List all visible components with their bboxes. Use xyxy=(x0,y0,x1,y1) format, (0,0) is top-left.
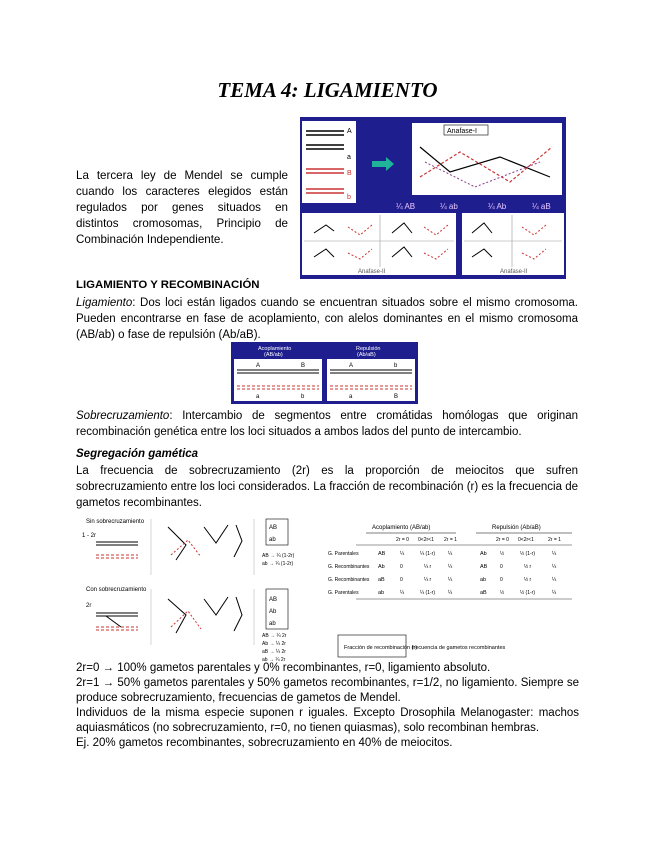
repulsion-panel xyxy=(327,359,415,401)
svg-text:aB → ¼ 2r: aB → ¼ 2r xyxy=(262,649,286,655)
svg-text:¼: ¼ xyxy=(448,590,453,596)
row-gr-3: aB xyxy=(480,590,487,596)
subcol-a-1: 0<2r<1 xyxy=(418,537,434,543)
summary-block xyxy=(76,661,579,751)
row-label-1: G. Recombinantes xyxy=(328,564,370,570)
acoplamiento-sub: (AB/ab) xyxy=(264,352,283,358)
sobrecruzamiento-text: : Intercambio de segmentos entre cromátidas homólogas que originan recombinación genética entre los loci situados a ambos lados del punto de intercambio. xyxy=(76,410,578,438)
table-head-acoplamiento: Acoplamiento (AB/ab) xyxy=(372,525,431,531)
svg-text:½ r: ½ r xyxy=(524,577,532,583)
cross-rate: 2r xyxy=(86,603,92,609)
sobrecruzamiento-paragraph xyxy=(76,408,578,440)
sobrecruzamiento-term: Sobrecruzamiento xyxy=(76,410,170,422)
svg-text:¼: ¼ xyxy=(400,590,405,596)
acoplamiento-panel xyxy=(234,359,322,401)
svg-text:ab: ab xyxy=(269,621,276,627)
no-cross-rate: 1 - 2r xyxy=(82,533,97,539)
svg-text:0: 0 xyxy=(500,564,503,570)
fraction-aB: ¼ aB xyxy=(532,202,551,211)
ligamiento-paragraph xyxy=(76,295,578,343)
label-a: a xyxy=(347,154,351,161)
svg-text:AB → ¼ (1-2r): AB → ¼ (1-2r) xyxy=(262,553,295,559)
subcol-a-0: 2r = 0 xyxy=(396,537,409,543)
svg-text:Ab: Ab xyxy=(269,609,277,615)
ligamiento-term: Ligamiento xyxy=(76,297,133,309)
svg-text:¼: ¼ xyxy=(448,577,453,583)
anafase-ii-right-label: Anafase-II xyxy=(500,269,528,275)
arrow-right-icon xyxy=(372,157,394,171)
svg-text:a: a xyxy=(256,394,260,400)
svg-text:Ab → ¼ 2r: Ab → ¼ 2r xyxy=(262,641,286,647)
svg-text:B: B xyxy=(301,363,306,369)
svg-text:¼: ¼ xyxy=(552,564,557,570)
meiosis-figure xyxy=(300,117,566,279)
meiosis-diagram xyxy=(300,117,566,279)
segregation-diagram xyxy=(76,515,578,665)
summary-line: 2r=0 → 100% gametos parentales y 0% recombinantes, r=0, ligamiento absoluto. xyxy=(76,662,491,674)
svg-text:AB: AB xyxy=(269,525,278,531)
svg-text:¼ (1-r): ¼ (1-r) xyxy=(420,590,435,596)
svg-text:AB: AB xyxy=(269,597,278,603)
intro-paragraph: La tercera ley de Mendel se cumple cuando los caracteres elegidos están regulados por genes situados en distintos cromosomas, Principio de Combinación Independiente. xyxy=(76,169,288,246)
row-gr-2: ab xyxy=(480,577,487,583)
row-gr-1: AB xyxy=(480,564,488,570)
repulsion-title: Repulsión xyxy=(356,346,381,352)
row-ga-0: AB xyxy=(378,551,386,557)
row-ga-1: Ab xyxy=(378,564,385,570)
svg-text:¼: ¼ xyxy=(400,551,405,557)
svg-text:¼ (1-r): ¼ (1-r) xyxy=(420,551,435,557)
row-label-0: G. Parentales xyxy=(328,551,359,557)
svg-text:b: b xyxy=(394,363,398,369)
segregation-figure xyxy=(76,515,578,665)
fraction-box-label: Fracción de recombinación (r) xyxy=(344,645,418,651)
svg-text:½ (1-r): ½ (1-r) xyxy=(520,590,535,596)
anafase-ii-left-label: Anafase-II xyxy=(358,269,386,275)
svg-text:½ r: ½ r xyxy=(524,564,532,570)
svg-text:½: ½ xyxy=(500,551,505,557)
summary-line: Individuos de la misma especie suponen r iguales. Excepto Drosophila Melanogaster: machos aquiasmáticos (no sobrecruzamiento, r=0, no tienen quiasmas), solo recombinan hembras. xyxy=(76,707,579,734)
fraction-ab: ¼ ab xyxy=(440,202,458,211)
summary-line: 2r=1 → 50% gametos parentales y 50% gametos recombinantes, r=1/2, no ligamiento. Siempre se produce sobrecruzamiento, frecuencias de gametos de Mendel. xyxy=(76,677,579,704)
svg-text:ab → ¼ (1-2r): ab → ¼ (1-2r) xyxy=(262,561,294,567)
svg-text:½ (1-r): ½ (1-r) xyxy=(520,551,535,557)
summary-line: Ej. 20% gametos recombinantes, sobrecruzamiento en 40% de meiocitos. xyxy=(76,737,453,749)
section-heading: LIGAMIENTO Y RECOMBINACIÓN xyxy=(76,279,260,291)
phase-figure xyxy=(231,342,418,404)
svg-text:0: 0 xyxy=(400,564,403,570)
svg-text:¼: ¼ xyxy=(552,577,557,583)
cross-label: Con sobrecruzamiento xyxy=(86,587,147,593)
svg-text:¼ r: ¼ r xyxy=(424,564,432,570)
subcol-r-0: 2r = 0 xyxy=(496,537,509,543)
svg-text:A: A xyxy=(349,363,354,369)
fraction-Ab: ¼ Ab xyxy=(488,202,507,211)
svg-text:¼: ¼ xyxy=(552,551,557,557)
label-A: A xyxy=(347,128,352,135)
svg-text:ab: ab xyxy=(269,537,276,543)
ligamiento-text: : Dos loci están ligados cuando se encuentran situados sobre el mismo cromosoma. Pueden encontrarse en fase de acoplamiento, con alelos dominantes en el mismo cromosoma (AB/ab) o fase de repulsión (Ab/aB). xyxy=(76,297,578,341)
row-label-2: G. Recombinantes xyxy=(328,577,370,583)
anafase-ii-left-panel xyxy=(302,213,456,275)
svg-text:¼: ¼ xyxy=(448,564,453,570)
fraction-note: frecuencia de gametos recombinantes xyxy=(412,645,506,651)
page-title: TEMA 4: LIGAMIENTO xyxy=(217,78,438,102)
no-cross-label: Sin sobrecruzamiento xyxy=(86,519,145,525)
svg-text:¼ r: ¼ r xyxy=(424,577,432,583)
label-b: b xyxy=(347,194,351,201)
subcol-a-2: 2r = 1 xyxy=(444,537,457,543)
row-ga-3: ab xyxy=(378,590,385,596)
label-B: B xyxy=(347,170,352,177)
svg-text:½: ½ xyxy=(500,590,505,596)
fraction-AB: ¼ AB xyxy=(396,202,416,211)
row-ga-2: aB xyxy=(378,577,385,583)
svg-text:a: a xyxy=(349,394,353,400)
svg-text:0: 0 xyxy=(400,577,403,583)
row-gr-0: Ab xyxy=(480,551,487,557)
segregacion-paragraph: La frecuencia de sobrecruzamiento (2r) es la proporción de meiocitos que sufren sobrecruzamiento entre los loci considerados. La fracción de recombinación (r) es la frecuencia de gametos recombinantes. xyxy=(76,465,578,509)
table-head-repulsion: Repulsión (Ab/aB) xyxy=(492,525,541,531)
repulsion-sub: (Ab/aB) xyxy=(357,352,376,358)
phase-diagram xyxy=(231,342,418,404)
svg-text:A: A xyxy=(256,363,261,369)
acoplamiento-title: Acoplamiento xyxy=(258,346,292,352)
subcol-r-2: 2r = 1 xyxy=(548,537,561,543)
anafase-i-label: Anafase-I xyxy=(447,128,477,135)
subcol-r-1: 0<2r<1 xyxy=(518,537,534,543)
row-label-3: G. Parentales xyxy=(328,590,359,596)
anafase-ii-right-panel xyxy=(462,213,564,275)
svg-text:0: 0 xyxy=(500,577,503,583)
svg-text:AB → ¼ 2r: AB → ¼ 2r xyxy=(262,633,287,639)
svg-text:¼: ¼ xyxy=(448,551,453,557)
subheading: Segregación gamética xyxy=(76,448,199,460)
svg-text:b: b xyxy=(301,394,305,400)
svg-text:¼: ¼ xyxy=(552,590,557,596)
svg-text:ab → ¼ 2r: ab → ¼ 2r xyxy=(262,657,286,663)
svg-text:B: B xyxy=(394,394,399,400)
